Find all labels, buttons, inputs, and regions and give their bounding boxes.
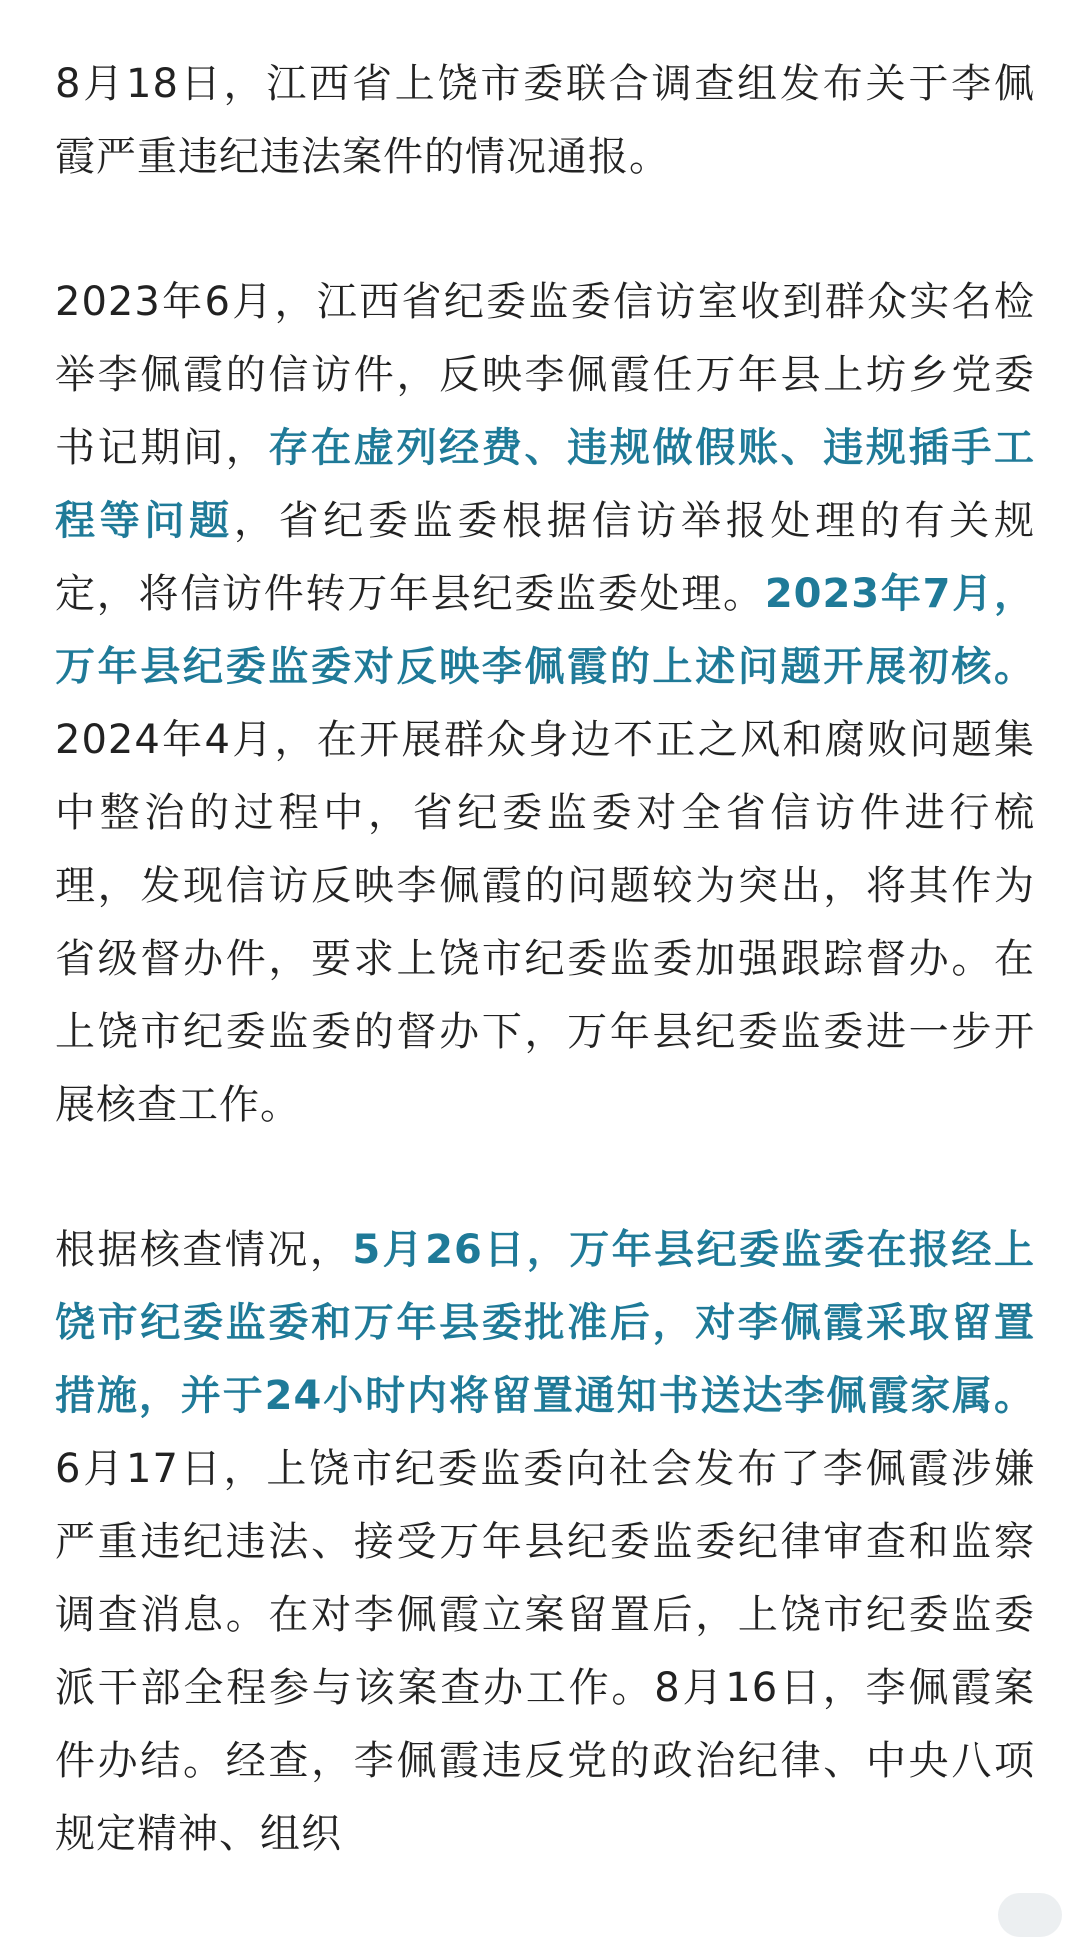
watermark-icon <box>998 1893 1062 1937</box>
paragraph-2-text-c: 2024年4月，在开展群众身边不正之风和腐败问题集中整治的过程中，省纪委监委对全省信访件进行梳理，发现信访反映李佩霞的问题较为突出，将其作为省级督办件，要求上饶市纪委监委加强跟踪督办。在上饶市纪委监委的督办下，万年县纪委监委进一步开展核查工作。 <box>55 717 1035 1128</box>
bottom-fade <box>0 1919 1080 1959</box>
paragraph-1 <box>55 48 1035 194</box>
paragraph-2-text-b: ，省纪委监委根据信访举报处理的有关规定，将信访件转万年县纪委监委处理。 <box>55 498 1036 617</box>
paragraph-3-text-b: 6月17日，上饶市纪委监委向社会发布了李佩霞涉嫌严重违纪违法、接受万年县纪委监委纪律审查和监察调查消息。在对李佩霞立案留置后，上饶市纪委监委派干部全程参与该案查办工作。8月16日，李佩霞案件办结。经查，李佩霞违反党的政治纪律、中央八项规定精神、组织 <box>55 1446 1035 1857</box>
paragraph-3-text-a: 根据核查情况， <box>55 1227 353 1273</box>
paragraph-2-highlight-b: 2023年7月，万年县纪委监委对反映李佩霞的上述问题开展初核。 <box>55 571 1035 690</box>
paragraph-3 <box>55 1214 1035 1871</box>
paragraph-2-highlight-a: 存在虚列经费、违规做假账、违规插手工程等问题 <box>55 425 1036 544</box>
article-body <box>55 48 1035 1943</box>
paragraph-2 <box>55 266 1035 1142</box>
paragraph-3-highlight: 5月26日，万年县纪委监委在报经上饶市纪委监委和万年县委批准后，对李佩霞采取留置措施，并于24小时内将留置通知书送达李佩霞家属。 <box>55 1227 1035 1419</box>
paragraph-1-text: 8月18日，江西省上饶市委联合调查组发布关于李佩霞严重违纪违法案件的情况通报。 <box>55 61 1035 180</box>
paragraph-2-text-a: 2023年6月，江西省纪委监委信访室收到群众实名检举李佩霞的信访件，反映李佩霞任万年县上坊乡党委书记期间， <box>55 279 1035 471</box>
